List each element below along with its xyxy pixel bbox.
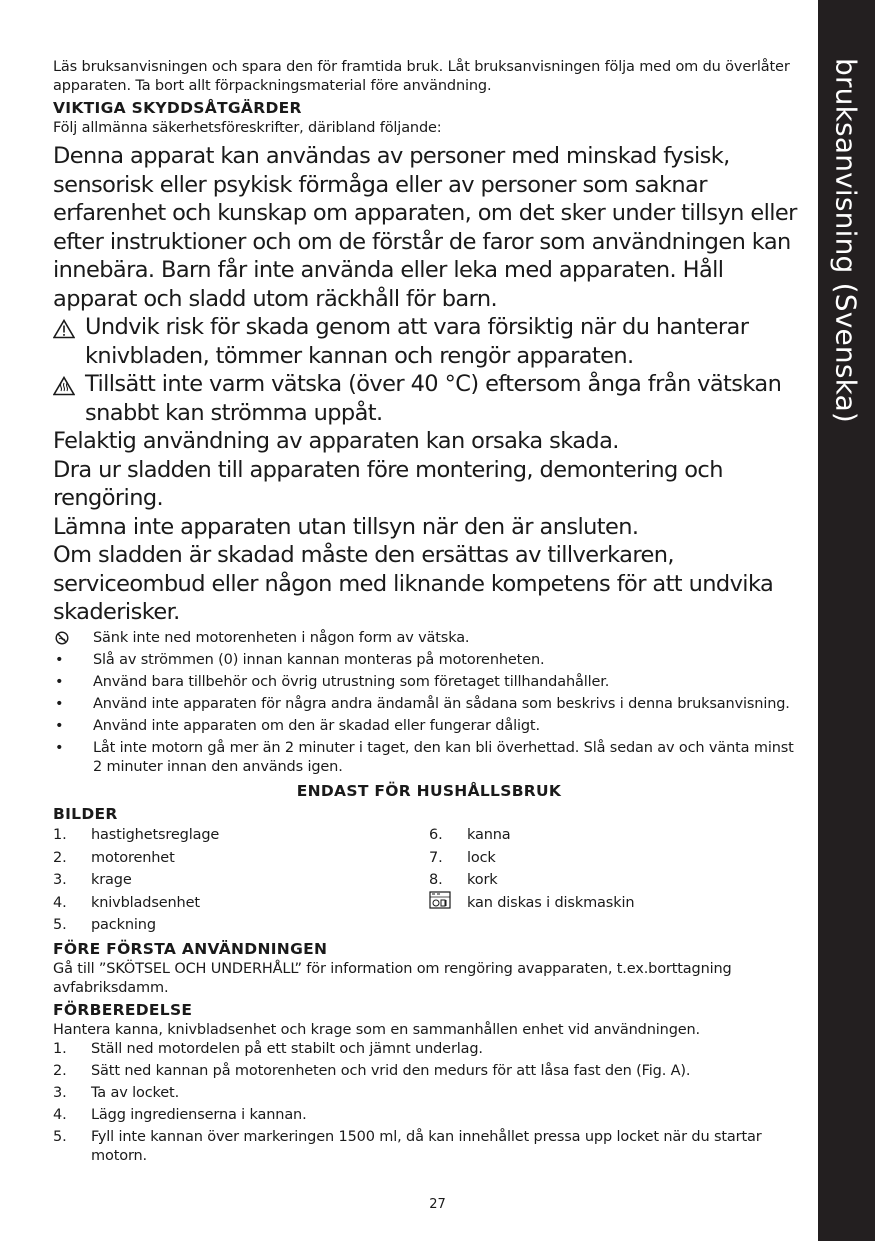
step-number: 4. <box>53 1107 67 1123</box>
household-only-heading: ENDAST FÖR HUSHÅLLSBRUK <box>296 781 562 800</box>
list-item <box>53 1040 805 1059</box>
bullet-marker: • <box>55 739 64 756</box>
list-item <box>53 870 429 893</box>
bullet-marker: • <box>55 673 64 690</box>
step-text: Ta av locket. <box>91 1085 180 1101</box>
step-text: Ställ ned motordelen på ett stabilt och jämnt underlag. <box>91 1041 483 1057</box>
no-immerse-icon <box>53 629 93 645</box>
list-item <box>53 1062 805 1081</box>
dishwasher-icon <box>429 891 467 915</box>
step-number: 2. <box>53 1063 67 1079</box>
part-label: packning <box>91 917 156 934</box>
step-text: Sätt ned kannan på motorenheten och vrid den medurs för att låsa fast den (Fig. A). <box>91 1063 691 1079</box>
unattended-warning: Lämna inte apparaten utan tillsyn när den är ansluten. <box>53 513 639 540</box>
bullet-marker: • <box>55 651 64 668</box>
preparation-heading: FÖRBEREDELSE <box>53 1001 193 1019</box>
intro-text: Läs bruksanvisningen och spara den för framtida bruk. Låt bruksanvisningen följa med om du överlåter apparaten. Ta bort allt förpackningsmaterial före användning. <box>53 59 790 94</box>
list-item <box>429 847 805 870</box>
step-number: 5. <box>53 1129 67 1145</box>
list-item <box>53 695 805 714</box>
page-number: 27 <box>429 1197 446 1212</box>
safety-heading: VIKTIGA SKYDDSÅTGÄRDER <box>53 99 302 117</box>
parts-column-right <box>429 825 805 938</box>
before-first-use-heading: FÖRE FÖRSTA ANVÄNDNINGEN <box>53 940 328 958</box>
bullet-text: Låt inte motorn gå mer än 2 minuter i taget, den kan bli överhettad. Slå sedan av och vänta minst 2 minuter innan den används igen. <box>93 739 794 775</box>
bullet-text: Slå av strömmen (0) innan kannan monteras på motorenheten. <box>93 651 545 668</box>
list-item <box>53 915 429 938</box>
hot-liquid-warning <box>53 370 805 427</box>
list-item <box>53 673 805 692</box>
blade-warning-text: Undvik risk för skada genom att vara försiktig när du hanterar knivbladen, tömmer kannan och rengör apparaten. <box>85 314 749 369</box>
unplug-warning: Dra ur sladden till apparaten före montering, demontering och rengöring. <box>53 456 723 511</box>
page-content <box>53 58 805 1169</box>
dishwasher-label: kan diskas i diskmaskin <box>467 894 635 911</box>
list-item <box>53 629 805 648</box>
part-label: kork <box>467 872 498 889</box>
safety-bullet-list <box>53 629 805 777</box>
bullet-marker: • <box>55 717 64 734</box>
list-item <box>53 892 429 915</box>
bullet-text: Sänk inte ned motorenheten i någon form av vätska. <box>93 629 470 646</box>
safety-warnings <box>53 142 805 627</box>
bullet-text: Använd inte apparaten om den är skadad eller fungerar dåligt. <box>93 717 540 734</box>
part-label: knivbladsenhet <box>91 894 200 911</box>
step-number: 3. <box>53 1085 67 1101</box>
part-label: kanna <box>467 827 511 844</box>
bullet-text: Använd inte apparaten för några andra ändamål än sådana som beskrivs i denna bruksanvisning. <box>93 695 790 712</box>
part-number: 7. <box>429 849 443 866</box>
preparation-steps <box>53 1040 805 1166</box>
misuse-warning: Felaktig användning av apparaten kan orsaka skada. <box>53 428 619 454</box>
blade-warning <box>53 313 805 370</box>
hot-liquid-warning-text: Tillsätt inte varm vätska (över 40 °C) eftersom ånga från vätskan snabbt kan strömma uppåt. <box>85 371 782 426</box>
list-item <box>53 717 805 736</box>
side-tab <box>818 0 875 1241</box>
part-label: krage <box>91 872 132 889</box>
part-label: lock <box>467 849 496 866</box>
step-number: 1. <box>53 1041 67 1057</box>
list-item <box>53 739 805 777</box>
part-number: 1. <box>53 827 67 844</box>
bullet-text: Använd bara tillbehör och övrig utrustning som företaget tillhandahåller. <box>93 673 610 690</box>
list-item <box>429 870 805 893</box>
before-first-use-text: Gå till ”SKÖTSEL OCH UNDERHÅLL” för information om rengöring avapparaten, t.ex.borttagning avfabriksdamm. <box>53 961 732 996</box>
list-item <box>53 651 805 670</box>
hot-surface-warning-icon <box>53 375 77 404</box>
warning-triangle-icon <box>53 318 77 347</box>
part-number: 3. <box>53 872 67 889</box>
list-item <box>53 847 429 870</box>
part-label: hastighetsreglage <box>91 827 220 844</box>
step-text: Lägg ingredienserna i kannan. <box>91 1107 307 1123</box>
safety-subtitle: Följ allmänna säkerhetsföreskrifter, däribland följande: <box>53 120 442 136</box>
parts-column-left <box>53 825 429 938</box>
list-item <box>53 1106 805 1125</box>
preparation-intro: Hantera kanna, knivbladsenhet och krage som en sammanhållen enhet vid användningen. <box>53 1022 701 1038</box>
list-item <box>429 892 805 915</box>
list-item <box>53 1128 805 1166</box>
side-tab-title: bruksanvisning (Svenska) <box>829 58 863 424</box>
list-item <box>53 1084 805 1103</box>
bullet-marker: • <box>55 695 64 712</box>
list-item <box>53 825 429 848</box>
part-number: 2. <box>53 849 67 866</box>
part-number: 8. <box>429 872 443 889</box>
cord-warning: Om sladden är skadad måste den ersättas av tillverkaren, serviceombud eller någon med liknande kompetens för att undvika skaderisker. <box>53 542 774 625</box>
pictures-heading: BILDER <box>53 804 118 823</box>
part-number: 6. <box>429 827 443 844</box>
parts-list <box>53 825 805 938</box>
part-number: 5. <box>53 917 67 934</box>
step-text: Fyll inte kannan över markeringen 1500 ml, då kan innehållet pressa upp locket när du startar motorn. <box>91 1129 762 1164</box>
list-item <box>429 825 805 848</box>
capability-warning: Denna apparat kan användas av personer med minskad fysisk, sensorisk eller psykisk förmåga eller av personer som saknar erfarenhet och kunskap om apparaten, om det sker under tillsyn eller efter instruktioner och om de förstår de faror som användningen kan innebära. Barn får inte använda eller leka med apparaten. Håll apparat och sladd utom räckhåll för barn. <box>53 143 797 312</box>
part-label: motorenhet <box>91 849 175 866</box>
part-number: 4. <box>53 894 67 911</box>
